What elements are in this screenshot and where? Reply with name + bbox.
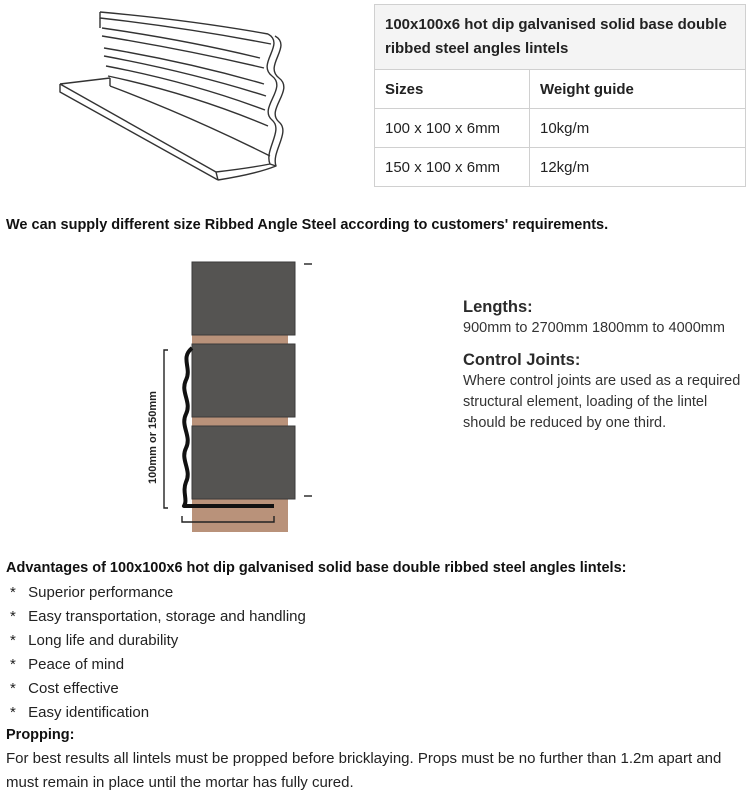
control-joints-title: Control Joints: [463, 351, 581, 369]
advantage-text: Easy identification [28, 704, 150, 721]
lintel-notes [463, 296, 743, 444]
size-cell: 100 x 100 x 6mm [375, 109, 530, 148]
bullet-star-icon: * [10, 704, 16, 721]
lengths-text: 900mm to 2700mm 1800mm to 4000mm [463, 320, 725, 336]
bullet-star-icon: * [10, 584, 16, 601]
advantage-text: Peace of mind [28, 656, 125, 673]
list-item [6, 581, 746, 605]
advantage-text: Cost effective [28, 680, 119, 697]
spec-table [374, 4, 746, 187]
list-item [6, 629, 746, 653]
header-sizes: Sizes [375, 70, 530, 109]
brick [192, 344, 295, 417]
control-joints-text: Where control joints are used as a required structural element, loading of the lintel should be reduced by one third. [463, 373, 741, 431]
weight-cell: 12kg/m [530, 148, 746, 187]
advantages-section [6, 557, 746, 795]
bullet-star-icon: * [10, 632, 16, 649]
propping-title: Propping: [6, 727, 75, 743]
advantages-list [6, 581, 746, 725]
brick [192, 426, 295, 499]
lintel-cross-section-diagram [140, 252, 340, 537]
advantage-text: Easy transportation, storage and handling [28, 608, 306, 625]
list-item [6, 605, 746, 629]
table-row [375, 148, 746, 187]
size-cell: 150 x 100 x 6mm [375, 148, 530, 187]
bullet-star-icon: * [10, 656, 16, 673]
product-header [0, 0, 750, 190]
list-item [6, 701, 746, 725]
propping-text: For best results all lintels must be propped before bricklaying. Props must be no further than 1.2m apart and must remain in place until the mortar has fully cured. [6, 750, 722, 791]
weight-cell: 10kg/m [530, 109, 746, 148]
ribbed-angle-illustration [50, 6, 310, 186]
lengths-title: Lengths: [463, 298, 533, 316]
advantage-text: Long life and durability [28, 632, 179, 649]
header-weight-guide: Weight guide [530, 70, 746, 109]
bullet-star-icon: * [10, 680, 16, 697]
dimension-label: 100mm or 150mm [147, 391, 159, 484]
advantage-text: Superior performance [28, 584, 174, 601]
bullet-star-icon: * [10, 608, 16, 625]
advantages-title: Advantages of 100x100x6 hot dip galvanised solid base double ribbed steel angles lintels: [6, 560, 627, 576]
brick [192, 262, 295, 335]
supply-note: We can supply different size Ribbed Angle Steel according to customers' requirements. [6, 217, 609, 233]
spec-table-caption: 100x100x6 hot dip galvanised solid base double ribbed steel angles lintels [375, 5, 746, 70]
list-item [6, 653, 746, 677]
list-item [6, 677, 746, 701]
table-row [375, 109, 746, 148]
